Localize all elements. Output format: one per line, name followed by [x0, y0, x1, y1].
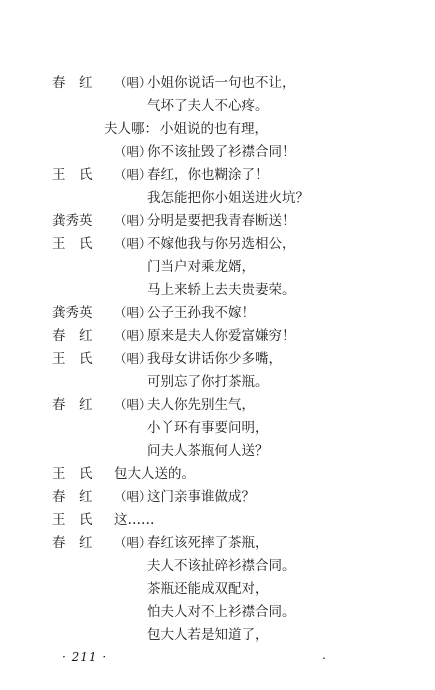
line-text: 茶瓶还能成双配对， — [147, 581, 269, 597]
sing-marker: （唱） — [114, 535, 152, 550]
speaker-name: 龚秀英 — [52, 305, 93, 321]
line-text: 春红该死摔了茶瓶， — [147, 535, 269, 551]
speaker-name: 龚秀英 — [52, 213, 93, 229]
sing-marker: （唱） — [114, 236, 152, 251]
line-text: 不嫁他我与你另选相公， — [147, 236, 296, 252]
sing-marker: （唱） — [114, 397, 152, 412]
sing-marker: （唱） — [114, 167, 152, 182]
speaker-name: 王 氏 — [52, 236, 93, 252]
line-text: 我母女讲话你少多嘴， — [147, 351, 282, 367]
line-text: 我怎能把你小姐送进火坑？ — [147, 190, 309, 206]
line-text: 你不该扯毁了衫襟合同！ — [147, 144, 296, 160]
line-text: 小丫环有事要问明， — [147, 420, 269, 436]
sing-marker: （唱） — [114, 328, 152, 343]
speaker-name: 春 红 — [52, 397, 93, 413]
line-text: 马上来轿上去夫贵妻荣。 — [147, 282, 296, 298]
line-text: 怕夫人对不上衫襟合同。 — [147, 604, 296, 620]
sing-marker: （唱） — [114, 351, 152, 366]
line-text: 小姐说的也有理， — [160, 121, 268, 137]
sing-marker: （唱） — [114, 305, 152, 320]
line-text: 包大人送的。 — [114, 466, 195, 482]
line-text: 夫人你先别生气， — [147, 397, 255, 413]
speaker-name: 王 氏 — [52, 167, 93, 183]
line-text: 分明是要把我青春断送！ — [147, 213, 296, 229]
speaker-name: 春 红 — [52, 489, 93, 505]
page-mark: . — [322, 648, 326, 662]
speaker-name: 春 红 — [52, 328, 93, 344]
sing-marker: （唱） — [114, 144, 152, 159]
line-text: 夫人不该扯碎衫襟合同。 — [147, 558, 296, 574]
line-text: 包大人若是知道了， — [147, 627, 269, 643]
speaker-name: 春 红 — [52, 535, 93, 551]
line-text: 这门亲事谁做成？ — [147, 489, 255, 505]
line-text: 春红，你也糊涂了！ — [147, 167, 269, 183]
sing-marker: （唱） — [114, 213, 152, 228]
speaker-name: 王 氏 — [52, 466, 93, 482]
line-text: 小姐你说话一句也不让， — [147, 75, 296, 91]
speaker-name: 王 氏 — [52, 512, 93, 528]
line-text: 这…… — [114, 512, 155, 528]
speaker-name: 王 氏 — [52, 351, 93, 367]
line-text: 门当户对乘龙婿， — [147, 259, 255, 275]
line-text: 问夫人茶瓶何人送？ — [147, 443, 269, 459]
line-text: 原来是夫人你爱富嫌穷！ — [147, 328, 296, 344]
line-text: 气坏了夫人不心疼。 — [147, 98, 269, 114]
sing-marker: （唱） — [114, 75, 152, 90]
speaker-name: 夫人哪： — [104, 121, 158, 137]
page-number: · 211 · — [62, 650, 108, 664]
speaker-name: 春 红 — [52, 75, 93, 91]
line-text: 公子王孙我不嫁！ — [147, 305, 255, 321]
line-text: 可别忘了你打茶瓶。 — [147, 374, 269, 390]
sing-marker: （唱） — [114, 489, 152, 504]
